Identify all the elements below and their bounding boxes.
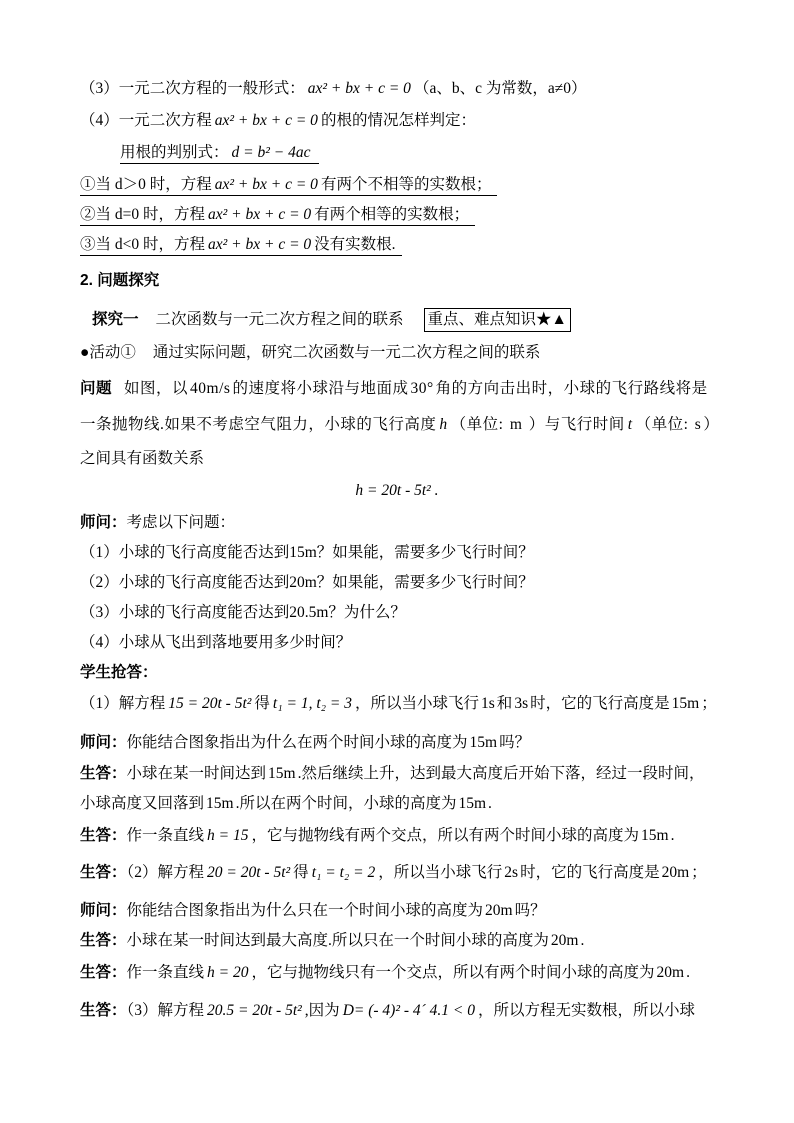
- equation: 20.5 = 20t - 5t²: [207, 1002, 302, 1019]
- roots: t₁ = 1, t₂ = 3: [272, 695, 352, 712]
- section-title: 2. 问题探究: [80, 272, 160, 289]
- teacher-prompt-line: [80, 512, 235, 534]
- dialogue-line: [80, 763, 704, 785]
- case-formula: ax² + bx + c = 0: [208, 206, 312, 223]
- student-speaker: 生答：: [80, 964, 127, 981]
- dialogue-text: .: [488, 795, 492, 812]
- case-lead: ③当 d<0 时，方程: [80, 236, 205, 253]
- dialogue-text: 作一条直线: [126, 827, 205, 844]
- discriminant-label: 用根的判别式：: [120, 144, 229, 161]
- dialogue-text: ，所以方程无实数根，所以小球: [478, 1002, 696, 1019]
- dialogue-text: 得: [293, 864, 309, 881]
- case-positive-underline: [80, 175, 497, 196]
- activity-text: 通过实际问题，研究二次函数与一元二次方程之间的联系: [152, 344, 541, 361]
- case-result: 有两个不相等的实数根；: [320, 176, 492, 193]
- dialogue-continuation: [80, 793, 492, 815]
- student-speaker: 生答：: [80, 765, 127, 782]
- dialogue-line: [80, 862, 707, 884]
- line-equation: h = 20: [207, 964, 249, 981]
- problem-text: 角的方向击出时，小球的飞行路线将是: [435, 380, 708, 397]
- student-answer-1: [80, 693, 717, 715]
- exploration-label: 探究一: [92, 311, 139, 328]
- function-formula: h = 20t - 5t² .: [355, 482, 439, 499]
- problem-text: （单位:: [450, 416, 508, 433]
- dialogue-text: 你能结合图象指出为什么在两个时间小球的高度为: [126, 734, 468, 751]
- height-value: 20m: [550, 932, 579, 949]
- problem-line-3: 之间具有函数关系: [80, 450, 205, 467]
- teacher-prompt-text: 考虑以下问题：: [126, 514, 236, 531]
- teacher-speaker: 师问：: [80, 734, 127, 751]
- answer-text: ，所以当小球飞行: [354, 695, 479, 712]
- case-result: 有两个相等的实数根；: [314, 206, 470, 223]
- exploration-topic: 二次函数与一元二次方程之间的联系: [155, 311, 404, 328]
- dialogue-text: （3）解方程: [126, 1002, 205, 1019]
- problem-text: 如图，以: [124, 380, 189, 397]
- case-zero-underline: [80, 205, 475, 226]
- case-zero-line: [80, 204, 475, 226]
- problem-text: 一条抛物线.如果不考虑空气阻力，小球的飞行高度: [80, 416, 437, 433]
- root-judgement-line: [80, 110, 476, 132]
- height-variable: h: [439, 416, 448, 433]
- case-result: 没有实数根.: [314, 236, 396, 253]
- height-value: 15m: [469, 734, 498, 751]
- equation: 20 = 20t - 5t²: [207, 864, 291, 881]
- general-form-note: （a、b、c 为常数，a≠0）: [413, 80, 587, 97]
- key-point-tag: 重点、难点知识★▲: [424, 308, 571, 332]
- height-unit: m: [509, 416, 523, 433]
- teacher-speaker: 师问：: [80, 514, 127, 531]
- dialogue-text: 时，它的飞行高度是: [520, 864, 660, 881]
- problem-angle: 30°: [410, 380, 434, 397]
- student-speaker: 生答：: [80, 864, 127, 881]
- discriminant-line: [120, 142, 319, 164]
- root-judgement-note: 的根的情况怎样判定：: [320, 112, 476, 129]
- height-value: 20m: [656, 964, 685, 981]
- dialogue-text: 小球在某一时间达到: [126, 765, 267, 782]
- problem-text: ）与飞行时间: [524, 416, 625, 433]
- dialogue-text: ，所以当小球飞行: [378, 864, 503, 881]
- problem-text: 的速度将小球沿与地面成: [232, 380, 409, 397]
- question-item: （3）小球的飞行高度能否达到20.5m？为什么？: [80, 604, 406, 621]
- question-item: （1）小球的飞行高度能否达到15m？如果能，需要多少飞行时间？: [80, 544, 534, 561]
- roots: t₁ = t₂ = 2: [311, 864, 376, 881]
- root-judgement-formula: ax² + bx + c = 0: [214, 112, 318, 129]
- dialogue-text: 小球高度又回落到: [80, 795, 205, 812]
- activity-line: [80, 342, 540, 364]
- dialogue-line: [80, 825, 674, 847]
- dialogue-text: .: [580, 932, 585, 949]
- dialogue-line: [80, 1000, 695, 1022]
- answer-text: 和: [496, 695, 513, 712]
- dialogue-text: ，它与抛物线只有一个交点，所以有两个时间小球的高度为: [251, 964, 655, 981]
- height-value: 20m: [485, 902, 513, 919]
- equation: 15 = 20t - 5t²: [168, 695, 252, 712]
- height-value: 20m: [661, 864, 690, 881]
- student-rush-heading: 学生抢答：: [80, 664, 158, 681]
- case-formula: ax² + bx + c = 0: [214, 176, 318, 193]
- dialogue-text: 作一条直线: [126, 964, 205, 981]
- problem-label: 问题: [80, 380, 113, 397]
- dialogue-text: 你能结合图象指出为什么只在一个时间小球的高度为: [126, 902, 484, 919]
- problem-line-1: [80, 378, 708, 400]
- problem-line-2: [80, 414, 719, 436]
- dialogue-text: .然后继续上升，达到最大高度后开始下落，经过一段时间，: [297, 765, 705, 782]
- general-form-label: （3）一元二次方程的一般形式：: [80, 80, 305, 97]
- case-negative-line: [80, 234, 402, 256]
- dialogue-text: 吗？: [514, 902, 546, 919]
- student-speaker: 生答：: [80, 827, 127, 844]
- problem-text: （单位:: [635, 416, 693, 433]
- dialogue-line: [80, 900, 546, 922]
- height-value: 15m: [641, 827, 669, 844]
- dialogue-text: .: [686, 964, 690, 981]
- time-value: 2s: [504, 864, 519, 881]
- problem-text: ）: [703, 416, 720, 433]
- case-lead: ②当 d=0 时，方程: [80, 206, 205, 223]
- answer-text: 得: [254, 695, 270, 712]
- dialogue-text: 吗？: [499, 734, 531, 751]
- case-lead: ①当 d＞0 时，方程: [80, 176, 212, 193]
- case-negative-underline: [80, 235, 402, 256]
- dialogue-line: [80, 930, 584, 952]
- dialogue-line: [80, 732, 530, 754]
- exploration-line: [92, 308, 571, 330]
- case-formula: ax² + bx + c = 0: [208, 236, 312, 253]
- dialogue-line: [80, 962, 690, 984]
- discriminant-calculation: D= (- 4)² - 4´ 4.1 < 0: [342, 1002, 476, 1019]
- question-item: （4）小球从飞出到落地要用多少时间？: [80, 634, 352, 651]
- dialogue-text: .: [670, 827, 675, 844]
- dialogue-text: ；: [691, 864, 707, 881]
- question-item: （2）小球的飞行高度能否达到20m？如果能，需要多少飞行时间？: [80, 574, 534, 591]
- general-form-formula: ax² + bx + c = 0: [307, 80, 411, 97]
- time-variable: t: [627, 416, 633, 433]
- teacher-speaker: 师问：: [80, 902, 127, 919]
- answer-text: 时，它的飞行高度是: [530, 695, 670, 712]
- height-function-formula: [0, 480, 794, 502]
- root-judgement-label: （4）一元二次方程: [80, 112, 212, 129]
- activity-label: ●活动①: [80, 344, 136, 361]
- dialogue-text: 小球在某一时间达到最大高度.所以只在一个时间小球的高度为: [126, 932, 549, 949]
- time-value: 3s: [514, 695, 529, 712]
- time-value: 1s: [481, 695, 495, 712]
- discriminant-formula: d = b² − 4ac: [231, 144, 311, 161]
- height-value: 15m: [206, 795, 234, 812]
- height-value: 15m: [268, 765, 296, 782]
- dialogue-text: .所以在两个时间，小球的高度为: [235, 795, 457, 812]
- height-value: 15m: [671, 695, 700, 712]
- problem-speed: 40m/s: [190, 380, 231, 397]
- student-speaker: 生答：: [80, 932, 127, 949]
- answer-text: （1）解方程: [80, 695, 166, 712]
- dialogue-text: ，它与抛物线有两个交点，所以有两个时间小球的高度为: [251, 827, 640, 844]
- discriminant-underline: [120, 143, 319, 164]
- dialogue-text: （2）解方程: [126, 864, 205, 881]
- dialogue-text: ,因为: [304, 1002, 340, 1019]
- student-speaker: 生答：: [80, 1002, 127, 1019]
- time-unit: s: [694, 416, 702, 433]
- answer-text: ；: [701, 695, 717, 712]
- case-positive-line: [80, 174, 497, 196]
- general-form-line: [80, 78, 586, 100]
- line-equation: h = 15: [207, 827, 249, 844]
- height-value: 15m: [458, 795, 487, 812]
